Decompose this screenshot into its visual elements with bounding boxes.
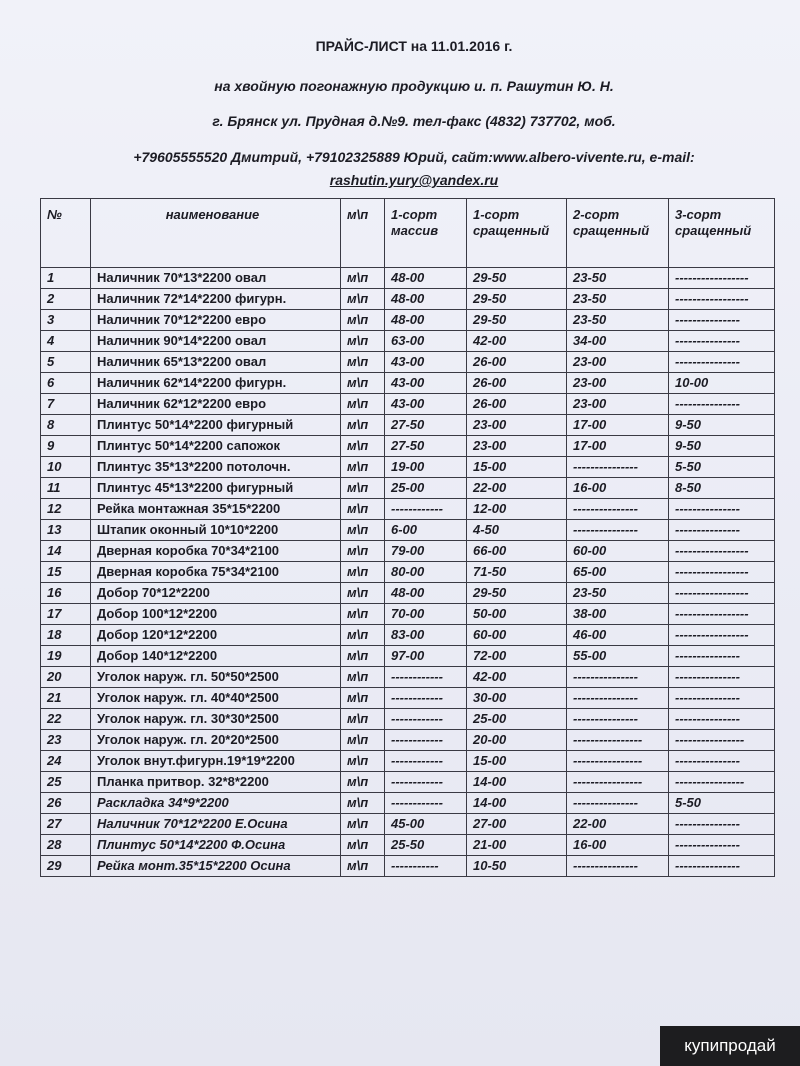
row-number: 14 (41, 541, 91, 562)
price-grade1-solid: ------------ (385, 709, 467, 730)
price-grade1-spliced: 29-50 (467, 289, 567, 310)
price-grade3-spliced: --------------- (669, 352, 775, 373)
table-row (41, 772, 775, 793)
product-name: Уголок наруж. гл. 40*40*2500 (91, 688, 341, 709)
product-name: Добор 70*12*2200 (91, 583, 341, 604)
row-number: 8 (41, 415, 91, 436)
column-header-number: № (41, 199, 91, 268)
price-grade1-spliced: 15-00 (467, 751, 567, 772)
price-grade1-spliced: 23-00 (467, 436, 567, 457)
price-grade3-spliced: --------------- (669, 331, 775, 352)
row-number: 10 (41, 457, 91, 478)
price-grade1-spliced: 4-50 (467, 520, 567, 541)
price-grade2-spliced: 23-00 (567, 352, 669, 373)
price-grade1-solid: 43-00 (385, 394, 467, 415)
table-row (41, 499, 775, 520)
price-grade1-spliced: 60-00 (467, 625, 567, 646)
row-number: 15 (41, 562, 91, 583)
price-grade1-spliced: 25-00 (467, 709, 567, 730)
product-name: Дверная коробка 75*34*2100 (91, 562, 341, 583)
price-grade3-spliced: ----------------- (669, 604, 775, 625)
product-name: Уголок наруж. гл. 30*30*2500 (91, 709, 341, 730)
email-line: rashutin.yury@yandex.ru (329, 172, 499, 188)
price-grade1-spliced: 29-50 (467, 310, 567, 331)
unit: м\п (341, 772, 385, 793)
price-grade1-solid: ------------ (385, 793, 467, 814)
table-row (41, 667, 775, 688)
product-name: Плинтус 50*14*2200 сапожок (91, 436, 341, 457)
table-row (41, 730, 775, 751)
row-number: 27 (41, 814, 91, 835)
price-grade1-spliced: 22-00 (467, 478, 567, 499)
product-name: Рейка монт.35*15*2200 Осина (91, 856, 341, 877)
price-grade3-spliced: --------------- (669, 310, 775, 331)
price-grade2-spliced: 23-50 (567, 268, 669, 289)
unit: м\п (341, 520, 385, 541)
row-number: 4 (41, 331, 91, 352)
price-grade1-solid: 63-00 (385, 331, 467, 352)
price-grade2-spliced: 17-00 (567, 415, 669, 436)
price-grade2-spliced: 22-00 (567, 814, 669, 835)
watermark-logo: купипродай (660, 1026, 800, 1066)
product-name: Добор 120*12*2200 (91, 625, 341, 646)
price-grade3-spliced: --------------- (669, 814, 775, 835)
table-row (41, 625, 775, 646)
unit: м\п (341, 562, 385, 583)
row-number: 16 (41, 583, 91, 604)
price-grade3-spliced: --------------- (669, 394, 775, 415)
unit: м\п (341, 625, 385, 646)
unit: м\п (341, 751, 385, 772)
table-row (41, 478, 775, 499)
price-grade2-spliced: 38-00 (567, 604, 669, 625)
price-grade2-spliced: --------------- (567, 499, 669, 520)
price-grade2-spliced: 23-50 (567, 583, 669, 604)
price-grade1-solid: ------------ (385, 499, 467, 520)
row-number: 20 (41, 667, 91, 688)
row-number: 21 (41, 688, 91, 709)
product-name: Добор 140*12*2200 (91, 646, 341, 667)
price-grade1-spliced: 71-50 (467, 562, 567, 583)
price-grade2-spliced: --------------- (567, 856, 669, 877)
price-grade1-solid: 19-00 (385, 457, 467, 478)
row-number: 23 (41, 730, 91, 751)
product-name: Плинтус 35*13*2200 потолочн. (91, 457, 341, 478)
unit: м\п (341, 310, 385, 331)
price-grade1-solid: 48-00 (385, 310, 467, 331)
price-grade3-spliced: ----------------- (669, 289, 775, 310)
table-row (41, 457, 775, 478)
price-grade1-solid: ------------ (385, 730, 467, 751)
product-name: Наличник 70*12*2200 евро (91, 310, 341, 331)
price-grade3-spliced: --------------- (669, 520, 775, 541)
price-grade1-spliced: 14-00 (467, 772, 567, 793)
price-grade1-solid: 43-00 (385, 373, 467, 394)
unit: м\п (341, 373, 385, 394)
table-row (41, 835, 775, 856)
table-row (41, 331, 775, 352)
price-grade3-spliced: ---------------- (669, 772, 775, 793)
price-grade1-solid: ------------ (385, 667, 467, 688)
row-number: 11 (41, 478, 91, 499)
price-grade1-spliced: 21-00 (467, 835, 567, 856)
price-table (40, 198, 775, 877)
price-grade1-solid: 48-00 (385, 583, 467, 604)
unit: м\п (341, 478, 385, 499)
price-grade1-spliced: 50-00 (467, 604, 567, 625)
price-grade3-spliced: ----------------- (669, 268, 775, 289)
row-number: 12 (41, 499, 91, 520)
price-grade1-spliced: 10-50 (467, 856, 567, 877)
price-grade1-spliced: 26-00 (467, 394, 567, 415)
price-grade2-spliced: 55-00 (567, 646, 669, 667)
price-grade1-spliced: 26-00 (467, 352, 567, 373)
product-name: Наличник 72*14*2200 фигурн. (91, 289, 341, 310)
price-grade3-spliced: --------------- (669, 646, 775, 667)
product-name: Уголок внут.фигурн.19*19*2200 (91, 751, 341, 772)
product-name: Наличник 70*13*2200 овал (91, 268, 341, 289)
price-grade2-spliced: ---------------- (567, 730, 669, 751)
price-grade2-spliced: --------------- (567, 709, 669, 730)
price-grade1-spliced: 72-00 (467, 646, 567, 667)
unit: м\п (341, 436, 385, 457)
table-row (41, 709, 775, 730)
table-header-row (41, 199, 775, 268)
price-grade1-spliced: 15-00 (467, 457, 567, 478)
product-name: Штапик оконный 10*10*2200 (91, 520, 341, 541)
price-grade1-solid: 27-50 (385, 436, 467, 457)
price-grade1-spliced: 30-00 (467, 688, 567, 709)
price-grade2-spliced: 16-00 (567, 835, 669, 856)
price-grade3-spliced: 9-50 (669, 415, 775, 436)
product-name: Наличник 70*12*2200 Е.Осина (91, 814, 341, 835)
product-name: Уголок наруж. гл. 20*20*2500 (91, 730, 341, 751)
product-name: Плинтус 50*14*2200 фигурный (91, 415, 341, 436)
price-grade1-spliced: 29-50 (467, 268, 567, 289)
row-number: 1 (41, 268, 91, 289)
price-grade2-spliced: --------------- (567, 688, 669, 709)
price-grade2-spliced: --------------- (567, 457, 669, 478)
table-row (41, 436, 775, 457)
price-grade1-spliced: 12-00 (467, 499, 567, 520)
table-row (41, 268, 775, 289)
price-grade1-solid: 43-00 (385, 352, 467, 373)
price-grade1-spliced: 42-00 (467, 667, 567, 688)
table-row (41, 562, 775, 583)
price-grade3-spliced: ----------------- (669, 562, 775, 583)
price-grade1-solid: 48-00 (385, 268, 467, 289)
column-header-grade1-spliced: 1-сорт сращенный (467, 199, 567, 268)
price-grade2-spliced: 23-00 (567, 373, 669, 394)
row-number: 22 (41, 709, 91, 730)
price-grade2-spliced: 23-00 (567, 394, 669, 415)
table-row (41, 520, 775, 541)
price-grade1-spliced: 66-00 (467, 541, 567, 562)
price-grade1-solid: 83-00 (385, 625, 467, 646)
row-number: 3 (41, 310, 91, 331)
price-grade1-solid: 80-00 (385, 562, 467, 583)
table-row (41, 310, 775, 331)
table-row (41, 646, 775, 667)
price-grade1-spliced: 29-50 (467, 583, 567, 604)
unit: м\п (341, 499, 385, 520)
price-grade2-spliced: 46-00 (567, 625, 669, 646)
price-grade3-spliced: ----------------- (669, 625, 775, 646)
product-name: Добор 100*12*2200 (91, 604, 341, 625)
row-number: 24 (41, 751, 91, 772)
price-grade1-spliced: 27-00 (467, 814, 567, 835)
price-grade3-spliced: ----------------- (669, 541, 775, 562)
unit: м\п (341, 352, 385, 373)
unit: м\п (341, 331, 385, 352)
unit: м\п (341, 394, 385, 415)
unit: м\п (341, 709, 385, 730)
row-number: 19 (41, 646, 91, 667)
price-grade3-spliced: 9-50 (669, 436, 775, 457)
price-grade2-spliced: --------------- (567, 793, 669, 814)
price-grade3-spliced: --------------- (669, 709, 775, 730)
price-grade3-spliced: --------------- (669, 835, 775, 856)
table-row (41, 751, 775, 772)
table-row (41, 583, 775, 604)
price-grade1-solid: 48-00 (385, 289, 467, 310)
price-grade2-spliced: 34-00 (567, 331, 669, 352)
table-row (41, 373, 775, 394)
price-grade2-spliced: 65-00 (567, 562, 669, 583)
price-grade3-spliced: 5-50 (669, 457, 775, 478)
table-row (41, 856, 775, 877)
price-grade1-spliced: 20-00 (467, 730, 567, 751)
price-grade2-spliced: --------------- (567, 520, 669, 541)
price-grade2-spliced: ---------------- (567, 772, 669, 793)
table-row (41, 289, 775, 310)
product-name: Наличник 62*12*2200 евро (91, 394, 341, 415)
price-grade2-spliced: 23-50 (567, 310, 669, 331)
address-line: г. Брянск ул. Прудная д.№9. тел-факс (4832) 737702, моб. (212, 113, 616, 129)
row-number: 2 (41, 289, 91, 310)
row-number: 7 (41, 394, 91, 415)
product-name: Плинтус 50*14*2200 Ф.Осина (91, 835, 341, 856)
row-number: 6 (41, 373, 91, 394)
contacts-line: +79605555520 Дмитрий, +79102325889 Юрий, сайт:www.albero-vivente.ru, e-mail: (133, 149, 695, 165)
price-grade2-spliced: --------------- (567, 667, 669, 688)
product-name: Уголок наруж. гл. 50*50*2500 (91, 667, 341, 688)
unit: м\п (341, 730, 385, 751)
price-grade1-solid: 79-00 (385, 541, 467, 562)
product-name: Наличник 90*14*2200 овал (91, 331, 341, 352)
table-row (41, 604, 775, 625)
row-number: 26 (41, 793, 91, 814)
price-grade1-solid: 70-00 (385, 604, 467, 625)
price-grade3-spliced: --------------- (669, 751, 775, 772)
unit: м\п (341, 541, 385, 562)
unit: м\п (341, 268, 385, 289)
price-grade2-spliced: 16-00 (567, 478, 669, 499)
unit: м\п (341, 667, 385, 688)
price-grade1-spliced: 26-00 (467, 373, 567, 394)
price-grade1-spliced: 23-00 (467, 415, 567, 436)
row-number: 17 (41, 604, 91, 625)
price-grade1-spliced: 14-00 (467, 793, 567, 814)
unit: м\п (341, 583, 385, 604)
column-header-grade1-solid: 1-сорт массив (385, 199, 467, 268)
price-grade3-spliced: --------------- (669, 856, 775, 877)
product-name: Планка притвор. 32*8*2200 (91, 772, 341, 793)
price-grade1-solid: 45-00 (385, 814, 467, 835)
table-row (41, 688, 775, 709)
product-name: Наличник 62*14*2200 фигурн. (91, 373, 341, 394)
price-grade2-spliced: 17-00 (567, 436, 669, 457)
price-list-title: ПРАЙС-ЛИСТ на 11.01.2016 г. (315, 38, 513, 54)
price-grade3-spliced: 5-50 (669, 793, 775, 814)
price-grade3-spliced: 10-00 (669, 373, 775, 394)
column-header-grade3-spliced: 3-сорт сращенный (669, 199, 775, 268)
unit: м\п (341, 856, 385, 877)
price-grade1-solid: ------------ (385, 688, 467, 709)
price-grade1-solid: ----------- (385, 856, 467, 877)
row-number: 25 (41, 772, 91, 793)
row-number: 28 (41, 835, 91, 856)
price-grade1-solid: 97-00 (385, 646, 467, 667)
table-row (41, 541, 775, 562)
row-number: 18 (41, 625, 91, 646)
price-grade1-solid: 25-50 (385, 835, 467, 856)
row-number: 29 (41, 856, 91, 877)
product-name: Рейка монтажная 35*15*2200 (91, 499, 341, 520)
price-grade3-spliced: ---------------- (669, 730, 775, 751)
unit: м\п (341, 835, 385, 856)
price-grade1-solid: 6-00 (385, 520, 467, 541)
price-list-subtitle: на хвойную погонажную продукцию и. п. Рашутин Ю. Н. (214, 78, 614, 94)
product-name: Наличник 65*13*2200 овал (91, 352, 341, 373)
unit: м\п (341, 688, 385, 709)
column-header-unit: м\п (341, 199, 385, 268)
table-row (41, 394, 775, 415)
price-grade3-spliced: --------------- (669, 688, 775, 709)
price-grade1-solid: ------------ (385, 772, 467, 793)
unit: м\п (341, 814, 385, 835)
price-grade3-spliced: 8-50 (669, 478, 775, 499)
price-grade2-spliced: ---------------- (567, 751, 669, 772)
row-number: 13 (41, 520, 91, 541)
price-grade2-spliced: 23-50 (567, 289, 669, 310)
unit: м\п (341, 604, 385, 625)
price-grade3-spliced: --------------- (669, 499, 775, 520)
table-row (41, 352, 775, 373)
unit: м\п (341, 415, 385, 436)
unit: м\п (341, 457, 385, 478)
column-header-name: наименование (91, 199, 341, 268)
price-grade1-spliced: 42-00 (467, 331, 567, 352)
row-number: 5 (41, 352, 91, 373)
price-grade1-solid: ------------ (385, 751, 467, 772)
product-name: Плинтус 45*13*2200 фигурный (91, 478, 341, 499)
price-grade1-solid: 27-50 (385, 415, 467, 436)
unit: м\п (341, 793, 385, 814)
table-row (41, 814, 775, 835)
row-number: 9 (41, 436, 91, 457)
table-row (41, 415, 775, 436)
price-grade1-solid: 25-00 (385, 478, 467, 499)
price-table-body (41, 268, 775, 877)
price-grade3-spliced: --------------- (669, 667, 775, 688)
unit: м\п (341, 646, 385, 667)
table-row (41, 793, 775, 814)
price-grade3-spliced: ----------------- (669, 583, 775, 604)
unit: м\п (341, 289, 385, 310)
column-header-grade2-spliced: 2-сорт сращенный (567, 199, 669, 268)
product-name: Раскладка 34*9*2200 (91, 793, 341, 814)
price-grade2-spliced: 60-00 (567, 541, 669, 562)
product-name: Дверная коробка 70*34*2100 (91, 541, 341, 562)
